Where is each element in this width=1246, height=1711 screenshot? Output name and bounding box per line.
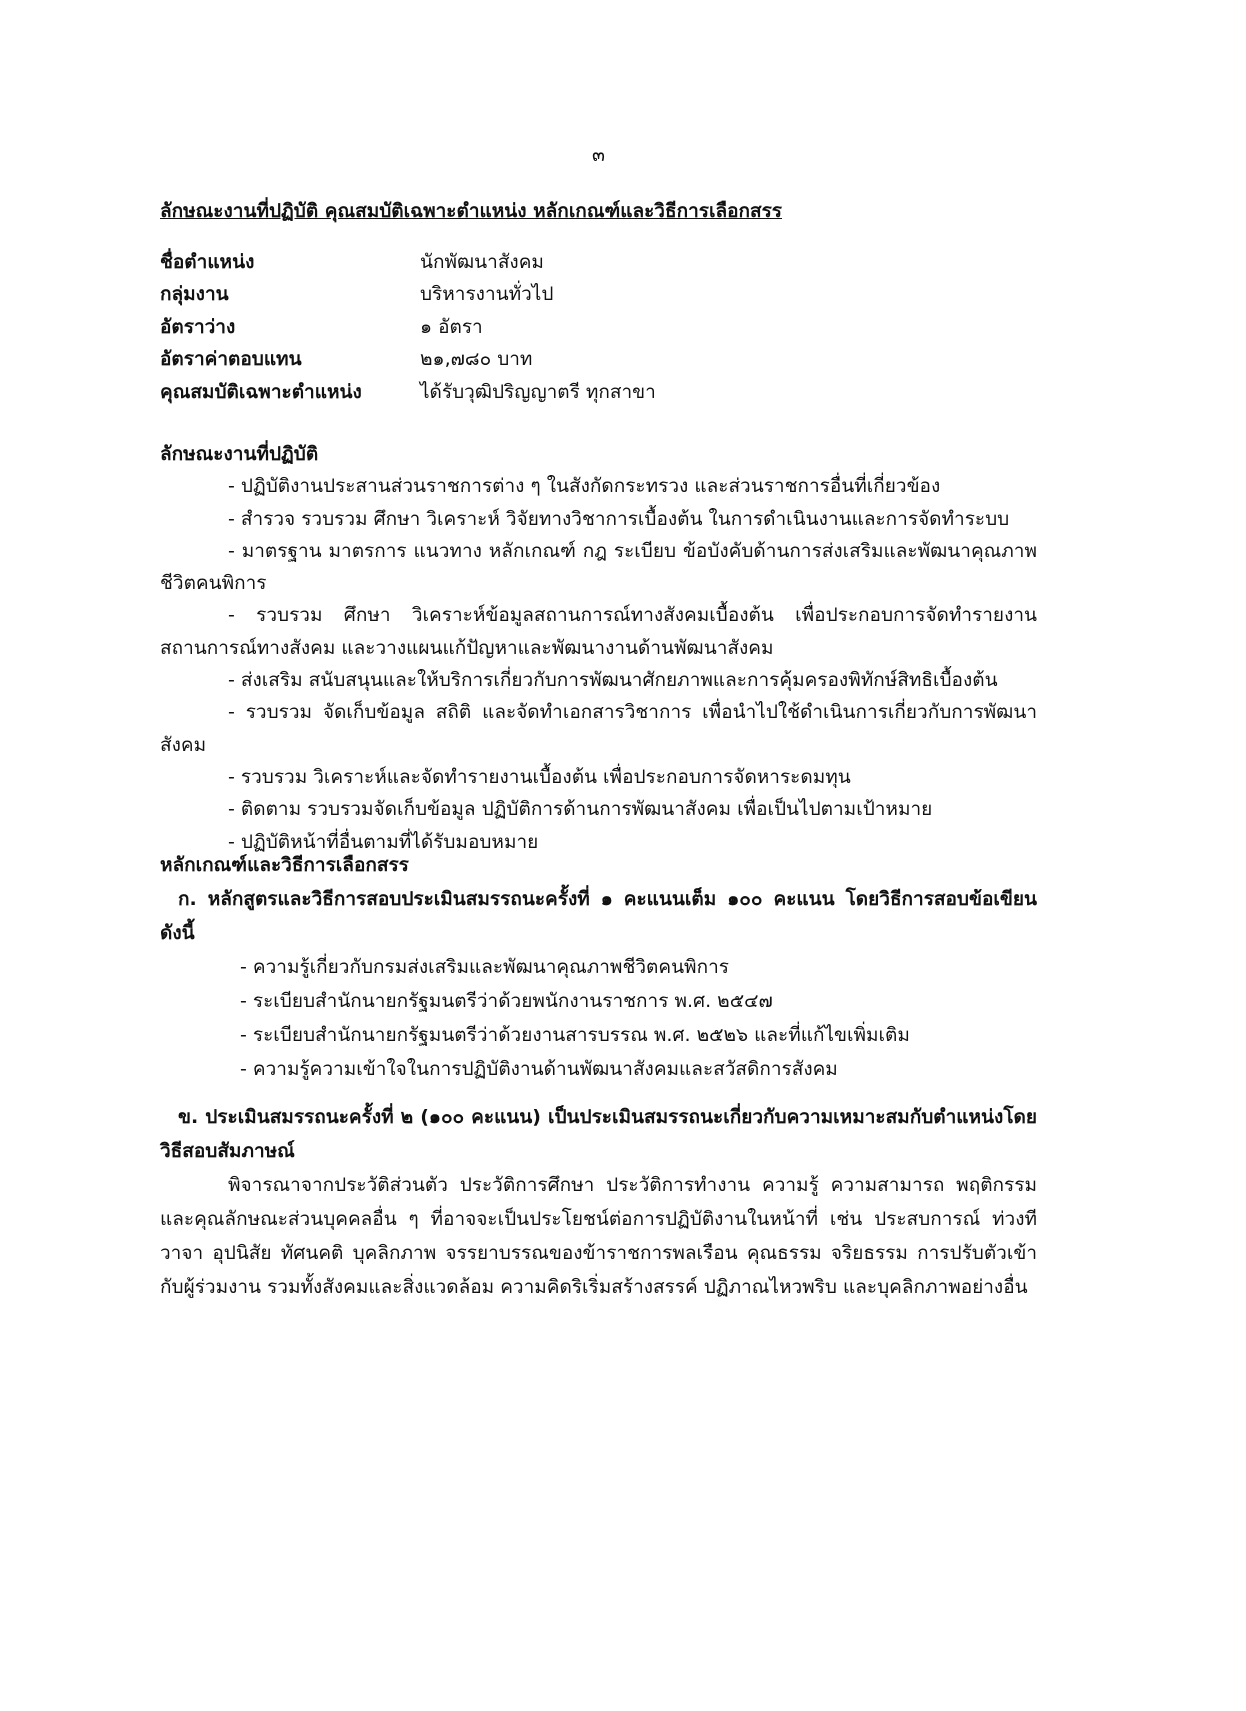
exam-topic: - ความรู้ความเข้าใจในการปฏิบัติงานด้านพัฒนาสังคมและสวัสดิการสังคม [240, 1058, 838, 1080]
duty-item: - ปฏิบัติหน้าที่อื่นตามที่ได้รับมอบหมาย [228, 830, 539, 853]
part-b-body: พิจารณาจากประวัติส่วนตัว ประวัติการศึกษา ประวัติการทำงาน ความรู้ ความสามารถ พฤติกรรมและคุณลักษณะส่วนบุคคลอื่น ๆ ที่อาจจะเป็นประโยชน์ต่อการปฏิบัติงานในหน้าที่ เช่น ประสบการณ์ ท่วงทีวาจา อุปนิสัย ทัศนคติ บุคลิกภาพ จรรยาบรรณของข้าราชการพลเรือน คุณธรรม จริยธรรม การปรับตัวเข้ากับผู้ร่วมงาน รวมทั้งสังคมและสิ่งแวดล้อม ความคิดริเริ่มสร้างสรรค์ ปฏิภาณไหวพริบ และบุคลิกภาพอย่างอื่น [160, 1174, 1037, 1298]
exam-topic: - ระเบียบสำนักนายกรัฐมนตรีว่าด้วยงานสารบรรณ พ.ศ. ๒๕๒๖ และที่แก้ไขเพิ่มเติม [240, 1024, 910, 1046]
duty-item: - ส่งเสริม สนับสนุนและให้บริการเกี่ยวกับการพัฒนาศักยภาพและการคุ้มครองพิทักษ์สิทธิเบื้องต้น [228, 669, 998, 692]
info-row [160, 343, 1037, 375]
info-row [160, 376, 1037, 408]
part-b-heading: ข. ประเมินสมรรถนะครั้งที่ ๒ (๑๐๐ คะแนน) เป็นประเมินสมรรถนะเกี่ยวกับความเหมาะสมกับตำแหน่งโดยวิธีสอบสัมภาษณ์ [160, 1106, 1037, 1162]
info-label: ชื่อตำแหน่ง [160, 251, 255, 273]
info-row [160, 311, 1037, 343]
duty-item: - ปฏิบัติงานประสานส่วนราชการต่าง ๆ ในสังกัดกระทรวง และส่วนราชการอื่นที่เกี่ยวข้อง [228, 475, 941, 498]
duty-item: - รวบรวม วิเคราะห์และจัดทำรายงานเบื้องต้น เพื่อประกอบการจัดหาระดมทุน [228, 765, 851, 788]
info-value: ได้รับวุฒิปริญญาตรี ทุกสาขา [420, 380, 656, 403]
part-a-heading: ก. หลักสูตรและวิธีการสอบประเมินสมรรถนะครั้งที่ ๑ คะแนนเต็ม ๑๐๐ คะแนน โดยวิธีการสอบข้อเขียน ดังนี้ [160, 888, 1037, 944]
page-number: ๓ [592, 144, 605, 166]
duty-item: - ติดตาม รวบรวมจัดเก็บข้อมูล ปฏิบัติการด้านการพัฒนาสังคม เพื่อเป็นไปตามเป้าหมาย [228, 798, 933, 821]
selection-heading: หลักเกณฑ์และวิธีการเลือกสรร [160, 854, 409, 876]
info-row [160, 246, 1037, 278]
duties-section [160, 438, 1037, 858]
info-value: ๒๑,๗๘๐ บาท [420, 348, 533, 371]
info-value: นักพัฒนาสังคม [420, 251, 544, 273]
info-label: คุณสมบัติเฉพาะตำแหน่ง [160, 380, 362, 403]
duty-item: - รวบรวม จัดเก็บข้อมูล สถิติ และจัดทำเอกสารวิชาการ เพื่อนำไปใช้ดำเนินการเกี่ยวกับการพัฒนาสังคม [160, 701, 1037, 756]
info-row [160, 278, 1037, 310]
selection-section [160, 848, 1037, 1304]
info-label: อัตราว่าง [160, 315, 236, 338]
position-info [160, 246, 1037, 408]
exam-topic: - ความรู้เกี่ยวกับกรมส่งเสริมและพัฒนาคุณภาพชีวิตคนพิการ [240, 956, 729, 978]
document-title: ลักษณะงานที่ปฏิบัติ คุณสมบัติเฉพาะตำแหน่ง หลักเกณฑ์และวิธีการเลือกสรร [160, 200, 783, 222]
duty-item: - รวบรวม ศึกษา วิเคราะห์ข้อมูลสถานการณ์ทางสังคมเบื้องต้น เพื่อประกอบการจัดทำรายงานสถานการณ์ทางสังคม และวางแผนแก้ปัญหาและพัฒนางานด้านพัฒนาสังคม [160, 604, 1037, 659]
info-value: ๑ อัตรา [420, 315, 483, 338]
duty-item: - มาตรฐาน มาตรการ แนวทาง หลักเกณฑ์ กฎ ระเบียบ ข้อบังคับด้านการส่งเสริมและพัฒนาคุณภาพชีวิตคนพิการ [160, 539, 1037, 595]
exam-topic: - ระเบียบสำนักนายกรัฐมนตรีว่าด้วยพนักงานราชการ พ.ศ. ๒๕๔๗ [240, 990, 773, 1012]
duties-heading: ลักษณะงานที่ปฏิบัติ [160, 443, 319, 465]
info-label: อัตราค่าตอบแทน [160, 348, 302, 371]
info-value: บริหารงานทั่วไป [420, 283, 554, 306]
info-label: กลุ่มงาน [160, 283, 229, 306]
duty-item: - สำรวจ รวบรวม ศึกษา วิเคราะห์ วิจัยทางวิชาการเบื้องต้น ในการดำเนินงานและการจัดทำระบบ [228, 507, 1010, 530]
